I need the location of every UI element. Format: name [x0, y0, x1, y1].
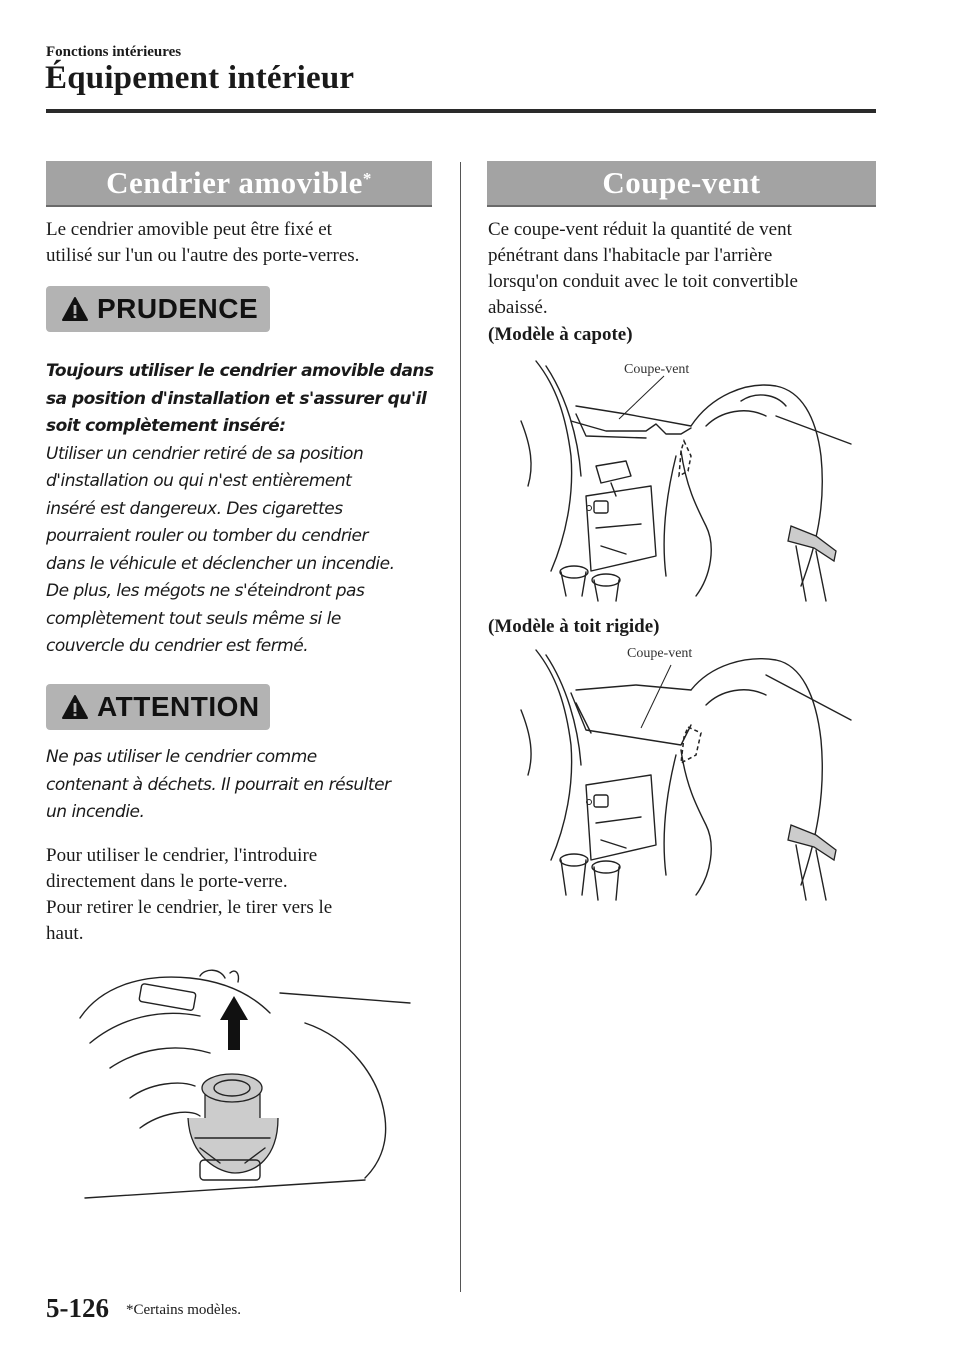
- prudence-banner: [46, 286, 270, 332]
- section-banner-coupe-vent: [487, 161, 876, 207]
- footnote-mark: *: [362, 169, 372, 188]
- attention-label: ATTENTION: [97, 691, 260, 722]
- text-line: dans le véhicule et déclencher un incendie.: [46, 553, 395, 574]
- text-line: haut.: [46, 923, 84, 944]
- section-banner-cendrier: [46, 161, 432, 207]
- page-number: 5-126: [46, 1293, 109, 1323]
- text-line: lorsqu'on conduit avec le toit convertible: [488, 271, 798, 292]
- header-rule: [46, 109, 876, 113]
- coupe-vent-callout: Coupe-vent: [624, 362, 690, 377]
- text-line: abaissé.: [488, 297, 548, 318]
- banner-title: Cendrier amovible: [106, 165, 363, 200]
- text-line: complètement tout seuls même si le: [46, 608, 341, 629]
- page-title: Équipement intérieur: [45, 60, 355, 96]
- text-line: pourraient rouler ou tomber du cendrier: [46, 526, 368, 546]
- text-line: soit complètement inséré:: [46, 416, 286, 436]
- text-line: inséré est dangereux. Des cigarettes: [46, 498, 343, 519]
- warning-triangle-icon: [61, 296, 89, 322]
- text-line: sa position d'installation et s'assurer qu'il: [46, 388, 427, 409]
- text-line: Toujours utiliser le cendrier amovible dans: [46, 361, 434, 381]
- prudence-label: PRUDENCE: [97, 293, 259, 324]
- usage-paragraph: [46, 843, 446, 947]
- section-label: Fonctions intérieures: [46, 44, 182, 60]
- text-line: contenant à déchets. Il pourrait en résulter: [46, 774, 391, 795]
- text-line: Pour retirer le cendrier, le tirer vers le: [46, 897, 333, 918]
- text-line: un incendie.: [46, 802, 145, 822]
- text-line: Utiliser un cendrier retiré de sa position: [46, 443, 364, 464]
- text-line: De plus, les mégots ne s'éteindront pas: [46, 581, 365, 601]
- column-divider: [460, 162, 461, 1292]
- attention-text: [46, 744, 441, 827]
- coupe-vent-intro: [488, 217, 878, 321]
- text-line: Pour utiliser le cendrier, l'introduire: [46, 845, 318, 866]
- text-line: pénétrant dans l'habitacle par l'arrière: [488, 245, 773, 266]
- model-label-capote: (Modèle à capote): [488, 324, 633, 345]
- text-line: utilisé sur l'un ou l'autre des porte-verres.: [46, 245, 360, 266]
- text-line: Ce coupe-vent réduit la quantité de vent: [488, 219, 792, 240]
- windscreen-illustration-hard-top: [516, 645, 851, 900]
- text-line: Ne pas utiliser le cendrier comme: [46, 747, 317, 767]
- attention-banner: [46, 684, 270, 730]
- ashtray-illustration: [80, 968, 420, 1213]
- coupe-vent-callout: Coupe-vent: [627, 646, 693, 661]
- warning-triangle-icon: [61, 694, 89, 720]
- model-label-toit-rigide: (Modèle à toit rigide): [488, 616, 660, 637]
- intro-paragraph: [46, 217, 446, 269]
- text-line: couvercle du cendrier est fermé.: [46, 636, 309, 656]
- text-line: Le cendrier amovible peut être fixé et: [46, 219, 332, 240]
- windscreen-illustration-soft-top: [516, 356, 851, 601]
- prudence-text: [46, 358, 441, 661]
- text-line: directement dans le porte-verre.: [46, 871, 288, 892]
- banner-title: Coupe-vent: [602, 165, 761, 200]
- text-line: d'installation ou qui n'est entièrement: [46, 471, 352, 491]
- footnote: *Certains modèles.: [126, 1302, 241, 1318]
